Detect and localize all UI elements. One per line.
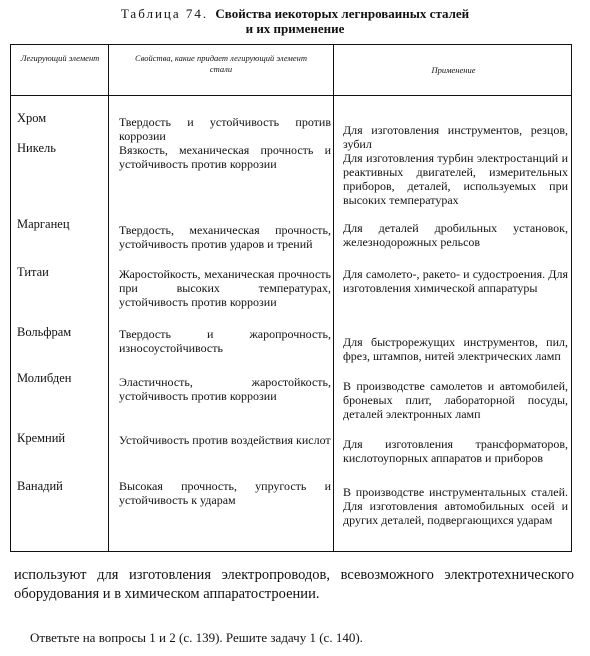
row-application: В производстве инструментальных сталей. Для изготовления автомобильных осей и других деталей, подвергающихся ударам [343, 485, 568, 527]
row-application: Для быстрорежущих инструментов, пил, фрез, штампов, нитей электрических ламп [343, 335, 568, 363]
column-divider [108, 45, 109, 551]
row-application: В производстве самолетов и автомобилей, броневых плит, лабораторной посуды, деталей электронных ламп [343, 379, 568, 421]
row-properties: Твердость и жаропрочность, износоустойчивость [119, 327, 331, 355]
row-element: Титаи [17, 265, 49, 279]
row-application: Для изготовления трансформаторов, кислотоупорных аппаратов и приборов [343, 437, 568, 465]
body-paragraph: используют для изготовления электропроводов, всевозможного электротехнического оборудования и в химическом аппаратостроении. [14, 567, 574, 602]
row-element: Ванадий [17, 479, 63, 493]
row-properties: Высокая прочность, упругость и устойчивость к ударам [119, 479, 331, 507]
table-caption [0, 6, 590, 36]
header-properties: Свойства, какие придает легирующий элемент стали [135, 53, 307, 74]
table-number: Таблица 74. [120, 6, 209, 21]
row-properties: Устойчивость против воздействия кислот [119, 433, 331, 447]
table-title-line2: и их применение [245, 21, 345, 36]
row-application: Для деталей дробильных установок, железнодорожных рельсов [343, 221, 568, 249]
row-element: Хром [17, 111, 47, 125]
table-title: Свойства иекоторых легнроваиных сталей [215, 6, 470, 21]
header-element: Легирующий элемент [20, 53, 100, 63]
column-divider [333, 45, 334, 551]
row-properties: Вязкость, механическая прочность и устойчивость против коррозии [119, 143, 331, 171]
row-element: Вольфрам [17, 325, 72, 339]
row-properties: Твердость и устойчивость против коррозии [119, 115, 331, 143]
row-application: Для изготовления турбин электростанций и реактивных двигателей, измерительных приборов, деталей, используемых при высоких температурах [343, 151, 568, 207]
row-properties: Эластичность, жаростойкость, устойчивость против коррозии [119, 375, 331, 403]
row-properties: Твердость, механическая прочность, устойчивость против ударов и трений [119, 223, 331, 251]
header-application: Применение [431, 65, 476, 75]
row-element: Никель [17, 141, 56, 155]
row-application: Для самолето-, ракето- и судостроения. Для изготовления химической аппаратуры [343, 267, 568, 295]
row-application: Для изготовления инструментов, резцов, зубил [343, 123, 568, 151]
row-element: Кремний [17, 431, 66, 445]
exercise-note: Ответьте на вопросы 1 и 2 (с. 139). Решите задачу 1 (с. 140). [30, 630, 363, 645]
row-element: Молибден [17, 371, 72, 385]
row-element: Марганец [17, 217, 70, 231]
alloy-steel-table [10, 44, 572, 552]
row-properties: Жаростойкость, механическая прочность при высоких температурах, устойчивость против коррозии [119, 267, 331, 309]
header-divider [11, 95, 571, 96]
